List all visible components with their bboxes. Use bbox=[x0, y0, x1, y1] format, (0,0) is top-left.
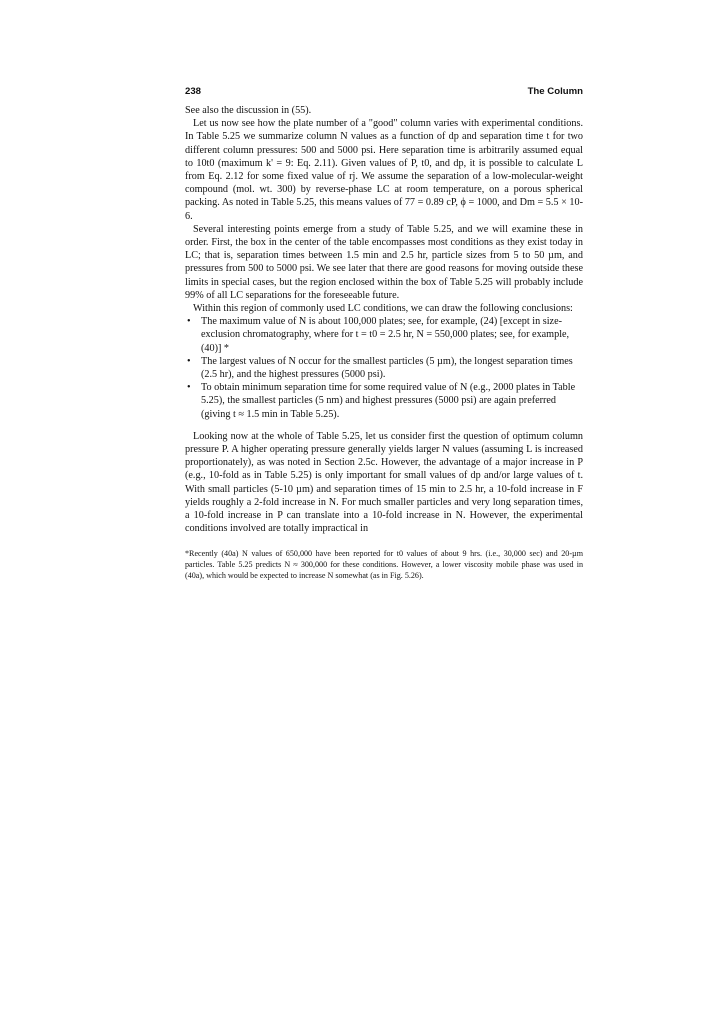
paragraph: Let us now see how the plate number of a "good" column varies with experimental conditions. In Table 5.25 we summarize column N values as a function of dp and separation time t for two different column pressures: 500 and 5000 psi. Here separation time is arbitrarily assumed equal to 10t0 (maximum k' = 9: Eq. 2.11). Given values of P, t0, and dp, it is possible to calculate L from Eq. 2.12 for some fixed value of rj. We assume the separation of a low-molecular-weight compound (mol. wt. 300) by reverse-phase LC at room temperature, on a porous spherical packing. As noted in Table 5.25, this means values of 77 = 0.89 cP, ϕ = 1000, and Dm = 5.5 × 10-6. bbox=[185, 118, 583, 222]
list-item-text: The largest values of N occur for the smallest particles (5 µm), the longest separation times (2.5 hr), and the highest pressures (5000 psi). bbox=[201, 355, 573, 381]
paragraph: Several interesting points emerge from a study of Table 5.25, and we will examine these in order. First, the box in the center of the table encompasses most conditions as they exist today in LC; that is, separation times between 1.5 min and 2.5 hr, particle sizes from 5 to 50 µm, and pressures from 500 to 5000 psi. We see later that there are good reasons for moving outside these limits in special cases, but the region enclosed within the box of Table 5.25 will probably include 99% of all LC separations for the foreseeable future. bbox=[185, 223, 583, 301]
book-page bbox=[185, 86, 583, 582]
page-number: 238 bbox=[185, 86, 202, 97]
running-header bbox=[185, 86, 583, 100]
bullet-marker: • bbox=[187, 382, 191, 394]
list-item bbox=[185, 381, 583, 421]
list-item bbox=[185, 315, 583, 355]
paragraph: Looking now at the whole of Table 5.25, let us consider first the question of optimum column pressure P. A higher operating pressure generally yields larger N values (assuming L is increased proportionately), as was noted in Section 2.5c. However, the advantage of a major increase in P (e.g., 10-fold as in Table 5.25) is only important for small values of dp and/or large values of t. With small particles (5-10 µm) and separation times of 15 min to 2.5 hr, a 10-fold increase in F yields roughly a 2-fold increase in N. For much smaller particles and very long separation times, a 10-fold increase in P can translate into a 10-fold increase in N. However, the experimental conditions involved are totally impractical in bbox=[185, 430, 583, 535]
bullet-marker: • bbox=[187, 355, 191, 367]
conclusions-list bbox=[185, 315, 583, 421]
running-title: The Column bbox=[527, 86, 583, 97]
bullet-marker: • bbox=[187, 316, 191, 328]
footnote-text: *Recently (40a) N values of 650,000 have been reported for t0 values of about 9 hrs. (i.e., 30,000 sec) and 20-µm particles. Table 5.25 predicts N ≈ 300,000 for these conditions. However, a lower viscosity mobile phase was used in (40a), which would be expected to increase N somewhat (as in Fig. 5.26). bbox=[185, 548, 583, 581]
paragraph: See also the discussion in (55). bbox=[185, 105, 312, 116]
list-item bbox=[185, 355, 583, 381]
list-item-text: To obtain minimum separation time for some required value of N (e.g., 2000 plates in Table 5.25), the smallest particles (5 nm) and highest pressures (5000 psi) are again preferred (giving t ≈ 1.5 min in Table 5.25). bbox=[201, 382, 576, 420]
list-item-text: The maximum value of N is about 100,000 plates; see, for example, (24) [except in size-exclusion chromatography, where for t = t0 = 2.5 hr, N = 550,000 plates; see, for example, (40)] * bbox=[201, 316, 570, 354]
footnote bbox=[185, 548, 583, 582]
paragraph: Within this region of commonly used LC conditions, we can draw the following conclusions: bbox=[193, 303, 573, 315]
